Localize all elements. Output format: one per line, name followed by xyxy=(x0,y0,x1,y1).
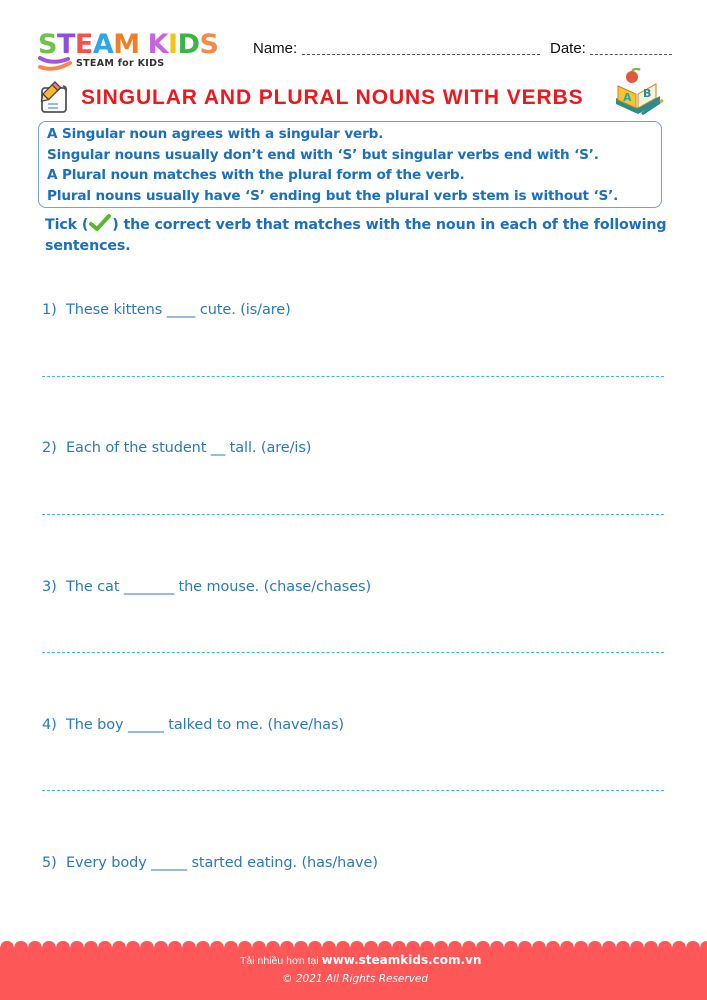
question-number: 2) xyxy=(42,440,57,456)
question-1 xyxy=(42,302,291,318)
answer-line-3[interactable] xyxy=(42,652,664,653)
footer-prefix: Tải nhiều hơn tại xyxy=(240,955,322,967)
question-number: 1) xyxy=(42,302,57,318)
instructions xyxy=(45,214,685,257)
logo-tagline: STEAM for KIDS xyxy=(76,58,165,69)
question-text: Every body _____ started eating. (has/have) xyxy=(66,855,378,871)
question-number: 5) xyxy=(42,855,57,871)
question-3 xyxy=(42,579,371,595)
steam-kids-logo xyxy=(38,30,238,70)
question-number: 4) xyxy=(42,717,57,733)
checkmark-icon xyxy=(88,214,112,232)
pencil-paper-icon xyxy=(36,80,72,116)
instructions-text-end: ) the correct verb that matches with the noun in each of the following sentences. xyxy=(45,217,667,254)
logo-swoosh-icon xyxy=(38,56,74,72)
rule-line: Singular nouns usually don’t end with ‘S’ but singular verbs end with ‘S’. xyxy=(47,146,599,163)
question-text: The boy _____ talked to me. (have/has) xyxy=(66,717,344,733)
footer-download-text xyxy=(240,953,481,967)
svg-text:B: B xyxy=(643,87,652,100)
name-field[interactable] xyxy=(302,54,540,55)
footer-url-link[interactable]: www.steamkids.com.vn xyxy=(321,953,482,967)
question-text: These kittens ____ cute. (is/are) xyxy=(66,302,291,318)
svg-text:A: A xyxy=(623,91,632,104)
rule-line: Plural nouns usually have ‘S’ ending but the plural verb stem is without ‘S’. xyxy=(47,187,619,204)
answer-line-2[interactable] xyxy=(42,514,664,515)
date-field[interactable] xyxy=(590,54,672,55)
answer-line-4[interactable] xyxy=(42,790,664,791)
question-5 xyxy=(42,855,378,871)
page-title: SINGULAR AND PLURAL NOUNS WITH VERBS xyxy=(81,86,584,109)
footer-copyright: © 2021 All Rights Reserved xyxy=(282,973,429,985)
question-text: The cat _______ the mouse. (chase/chases) xyxy=(66,579,372,595)
question-4 xyxy=(42,717,344,733)
instructions-text-start: Tick ( xyxy=(45,217,89,233)
answer-line-1[interactable] xyxy=(42,376,664,377)
logo-wordmark: STEAM KIDS xyxy=(38,29,219,60)
rule-line: A Singular noun agrees with a singular verb. xyxy=(47,126,384,142)
date-label: Date: xyxy=(550,40,586,57)
footer xyxy=(0,940,707,1000)
question-2 xyxy=(42,440,311,456)
rule-line: A Plural noun matches with the plural form of the verb. xyxy=(47,167,465,183)
name-label: Name: xyxy=(253,40,298,57)
question-text: Each of the student __ tall. (are/is) xyxy=(66,440,312,456)
ab-book-icon xyxy=(612,68,664,118)
question-number: 3) xyxy=(42,579,57,595)
rules-box xyxy=(38,121,662,208)
